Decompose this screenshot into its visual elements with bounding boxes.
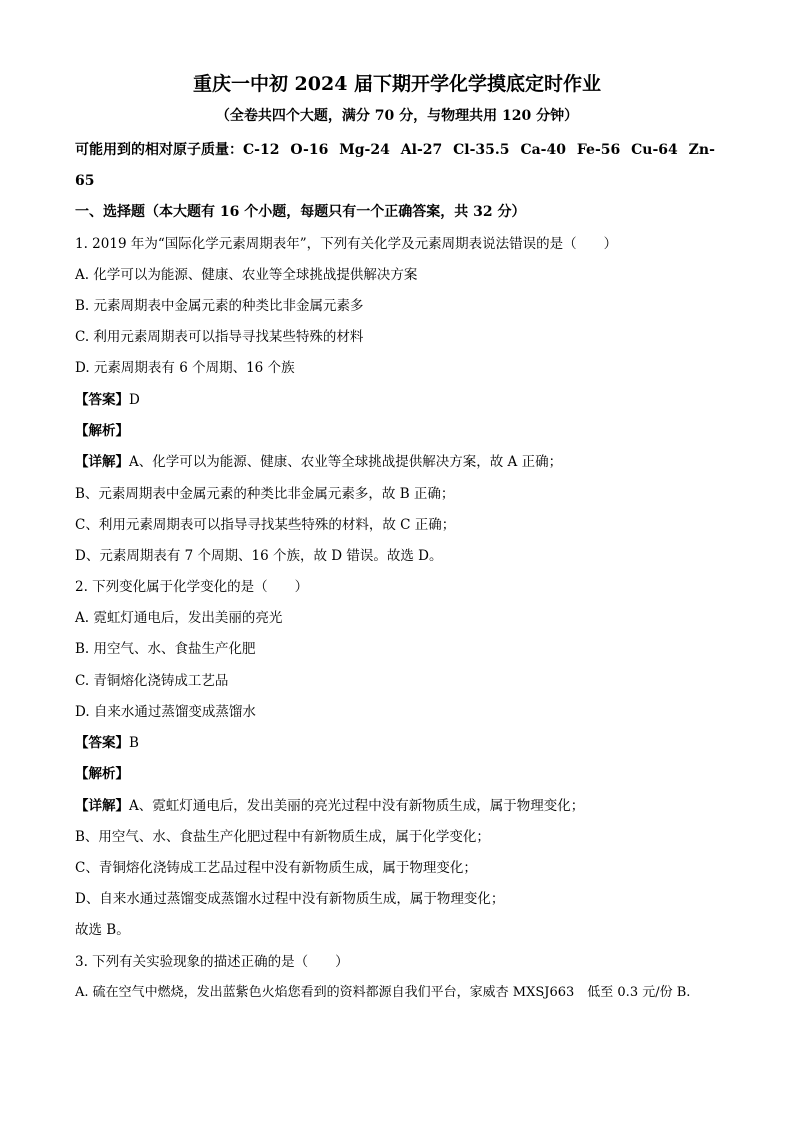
section-heading-choice: 一、选择题（本大题有 16 个小题，每题只有一个正确答案，共 32 分）: [75, 204, 526, 220]
question-1-option-b: B. 元素周期表中金属元素的种类比非金属元素多: [75, 298, 364, 314]
question-2-detail-line: 故选 B。: [75, 922, 130, 938]
question-2-detail-line: C、青铜熔化浇铸成工艺品过程中没有新物质生成，属于物理变化；: [75, 860, 477, 876]
question-1-analysis-label: 【解析】: [75, 423, 129, 439]
atomic-mass-item: Cl-35.5: [453, 142, 510, 158]
question-2-detail-line: 【详解】A、霓虹灯通电后，发出美丽的亮光过程中没有新物质生成，属于物理变化；: [75, 798, 585, 814]
question-2-detail-line: D、自来水通过蒸馏变成蒸馏水过程中没有新物质生成，属于物理变化；: [75, 891, 505, 907]
question-1-option-d: D. 元素周期表有 6 个周期、16 个族: [75, 360, 295, 376]
question-3-option-a: A. 硫在空气中燃烧，发出蓝紫色火焰您看到的资料都源自我们平台，家威杏 MXSJ663 低至 0.3 元/份 B.: [75, 985, 691, 1000]
question-2-option-b: B. 用空气、水、食盐生产化肥: [75, 641, 256, 657]
atomic-mass-item: Ca-40: [520, 142, 566, 158]
question-2-stem: 2. 下列变化属于化学变化的是（ ）: [75, 579, 309, 595]
page-subtitle: （全卷共四个大题，满分 70 分，与物理共用 120 分钟）: [215, 108, 579, 124]
question-1-detail-line: 【详解】A、化学可以为能源、健康、农业等全球挑战提供解决方案，故 A 正确；: [75, 454, 563, 470]
page-title: 重庆一中初 2024 届下期开学化学摸底定时作业: [192, 73, 602, 95]
question-1-detail-line: D、元素周期表有 7 个周期、16 个族，故 D 错误。故选 D。: [75, 548, 443, 564]
question-2-option-d: D. 自来水通过蒸馏变成蒸馏水: [75, 704, 256, 720]
question-1-stem: 1. 2019 年为“国际化学元素周期表年”，下列有关化学及元素周期表说法错误的是（ ）: [75, 236, 618, 252]
question-1-detail-line: C、利用元素周期表可以指导寻找某些特殊的材料，故 C 正确；: [75, 517, 456, 533]
question-1-option-a: A. 化学可以为能源、健康、农业等全球挑战提供解决方案: [75, 267, 418, 283]
question-2-option-a: A. 霓虹灯通电后，发出美丽的亮光: [75, 610, 283, 626]
question-1-option-c: C. 利用元素周期表可以指导寻找某些特殊的材料: [75, 329, 364, 345]
question-2-detail-line: B、用空气、水、食盐生产化肥过程中有新物质生成，属于化学变化；: [75, 829, 490, 845]
question-1-answer: 【答案】D: [75, 392, 140, 408]
question-2-analysis-label: 【解析】: [75, 766, 129, 782]
atomic-mass-item: O-16: [290, 142, 329, 158]
question-2-option-c: C. 青铜熔化浇铸成工艺品: [75, 673, 229, 689]
atomic-mass-item: Mg-24: [339, 142, 390, 158]
question-1-detail-line: B、元素周期表中金属元素的种类比非金属元素多，故 B 正确；: [75, 486, 455, 502]
atomic-masses-row: [75, 141, 715, 159]
atomic-mass-item: Zn-: [688, 142, 715, 158]
atomic-mass-item: Fe-56: [576, 142, 621, 158]
atomic-masses-label: 可能用到的相对原子质量：C-12: [75, 142, 280, 158]
atomic-mass-item: Cu-64: [631, 142, 678, 158]
question-3-stem: 3. 下列有关实验现象的描述正确的是（ ）: [75, 954, 349, 970]
atomic-mass-item: Al-27: [400, 142, 443, 158]
atomic-mass-wrap: 65: [75, 173, 95, 189]
question-2-answer: 【答案】B: [75, 735, 139, 751]
